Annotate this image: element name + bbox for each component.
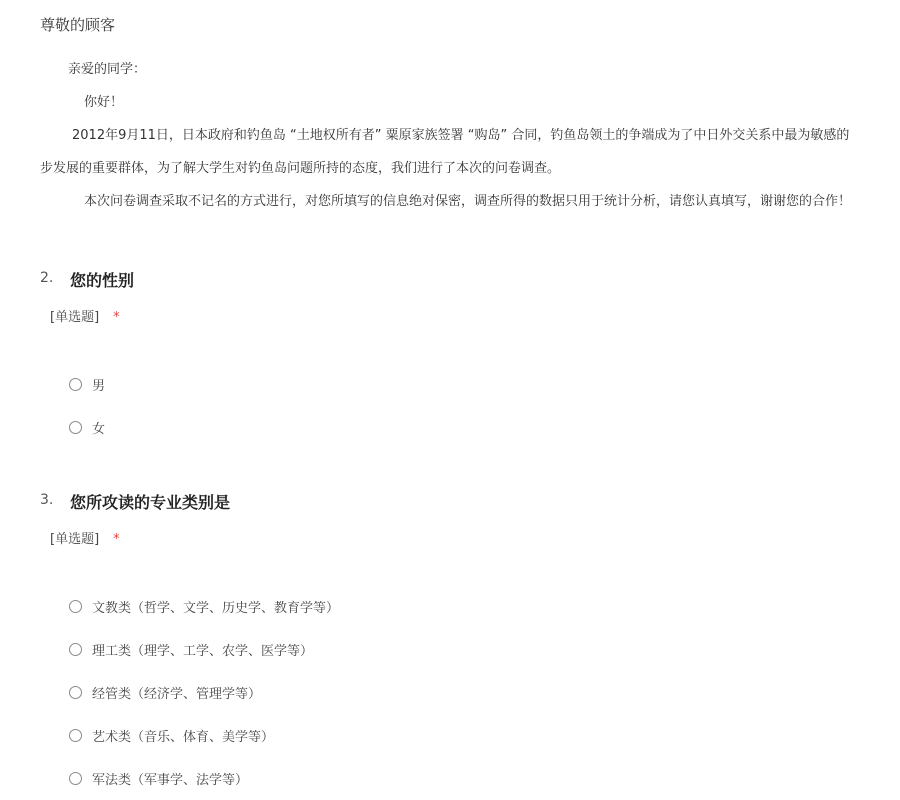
intro-paragraph-line: 步发展的重要群体，为了解大学生对钓鱼岛问题所持的态度，我们进行了本次的问卷调查。 bbox=[40, 161, 561, 176]
intro-confidentiality: 本次问卷调查采取不记名的方式进行，对您所填写的信息绝对保密，调查所得的数据只用于统计分析，请您认真填写，谢谢您的合作！ bbox=[84, 194, 852, 209]
question-number: 3. bbox=[40, 492, 54, 508]
option-label: 经管类（经济学、管理学等） bbox=[92, 686, 262, 702]
radio-button[interactable] bbox=[69, 686, 82, 699]
question-type bbox=[50, 528, 120, 547]
question-type bbox=[50, 306, 120, 325]
option-label: 男 bbox=[92, 378, 106, 394]
radio-button[interactable] bbox=[69, 772, 82, 785]
option-arts[interactable] bbox=[69, 724, 274, 746]
required-marker: * bbox=[113, 310, 120, 325]
radio-button[interactable] bbox=[69, 729, 82, 742]
radio-button[interactable] bbox=[69, 421, 82, 434]
radio-button[interactable] bbox=[69, 378, 82, 391]
option-economics-management[interactable] bbox=[69, 681, 261, 703]
intro-salutation: 亲爱的同学： bbox=[68, 62, 147, 77]
option-humanities[interactable] bbox=[69, 595, 339, 617]
question-number: 2. bbox=[40, 270, 54, 286]
required-marker: * bbox=[113, 532, 120, 547]
intro-hello: 你好！ bbox=[84, 95, 124, 110]
option-male[interactable] bbox=[69, 373, 105, 395]
question-type-label: [单选题] bbox=[50, 532, 100, 547]
option-label: 艺术类（音乐、体育、美学等） bbox=[92, 729, 275, 745]
option-science-engineering[interactable] bbox=[69, 638, 313, 660]
question-title: 您的性别 bbox=[70, 271, 135, 290]
question-title: 您所攻读的专业类别是 bbox=[70, 493, 231, 512]
option-label: 军法类（军事学、法学等） bbox=[92, 772, 249, 788]
radio-button[interactable] bbox=[69, 600, 82, 613]
option-label: 女 bbox=[92, 421, 106, 437]
option-label: 理工类（理学、工学、农学、医学等） bbox=[92, 643, 314, 659]
radio-button[interactable] bbox=[69, 643, 82, 656]
option-female[interactable] bbox=[69, 416, 105, 438]
intro-paragraph-line: 2012年9月11日，日本政府和钓鱼岛 “土地权所有者” 粟原家族签署 “购岛” 合同，钓鱼岛领土的争端成为了中日外交关系中最为敏感的 bbox=[72, 128, 850, 143]
option-label: 文教类（哲学、文学、历史学、教育学等） bbox=[92, 600, 340, 616]
option-military-law[interactable] bbox=[69, 767, 248, 789]
page-title: 尊敬的顾客 bbox=[40, 16, 116, 34]
question-type-label: [单选题] bbox=[50, 310, 100, 325]
